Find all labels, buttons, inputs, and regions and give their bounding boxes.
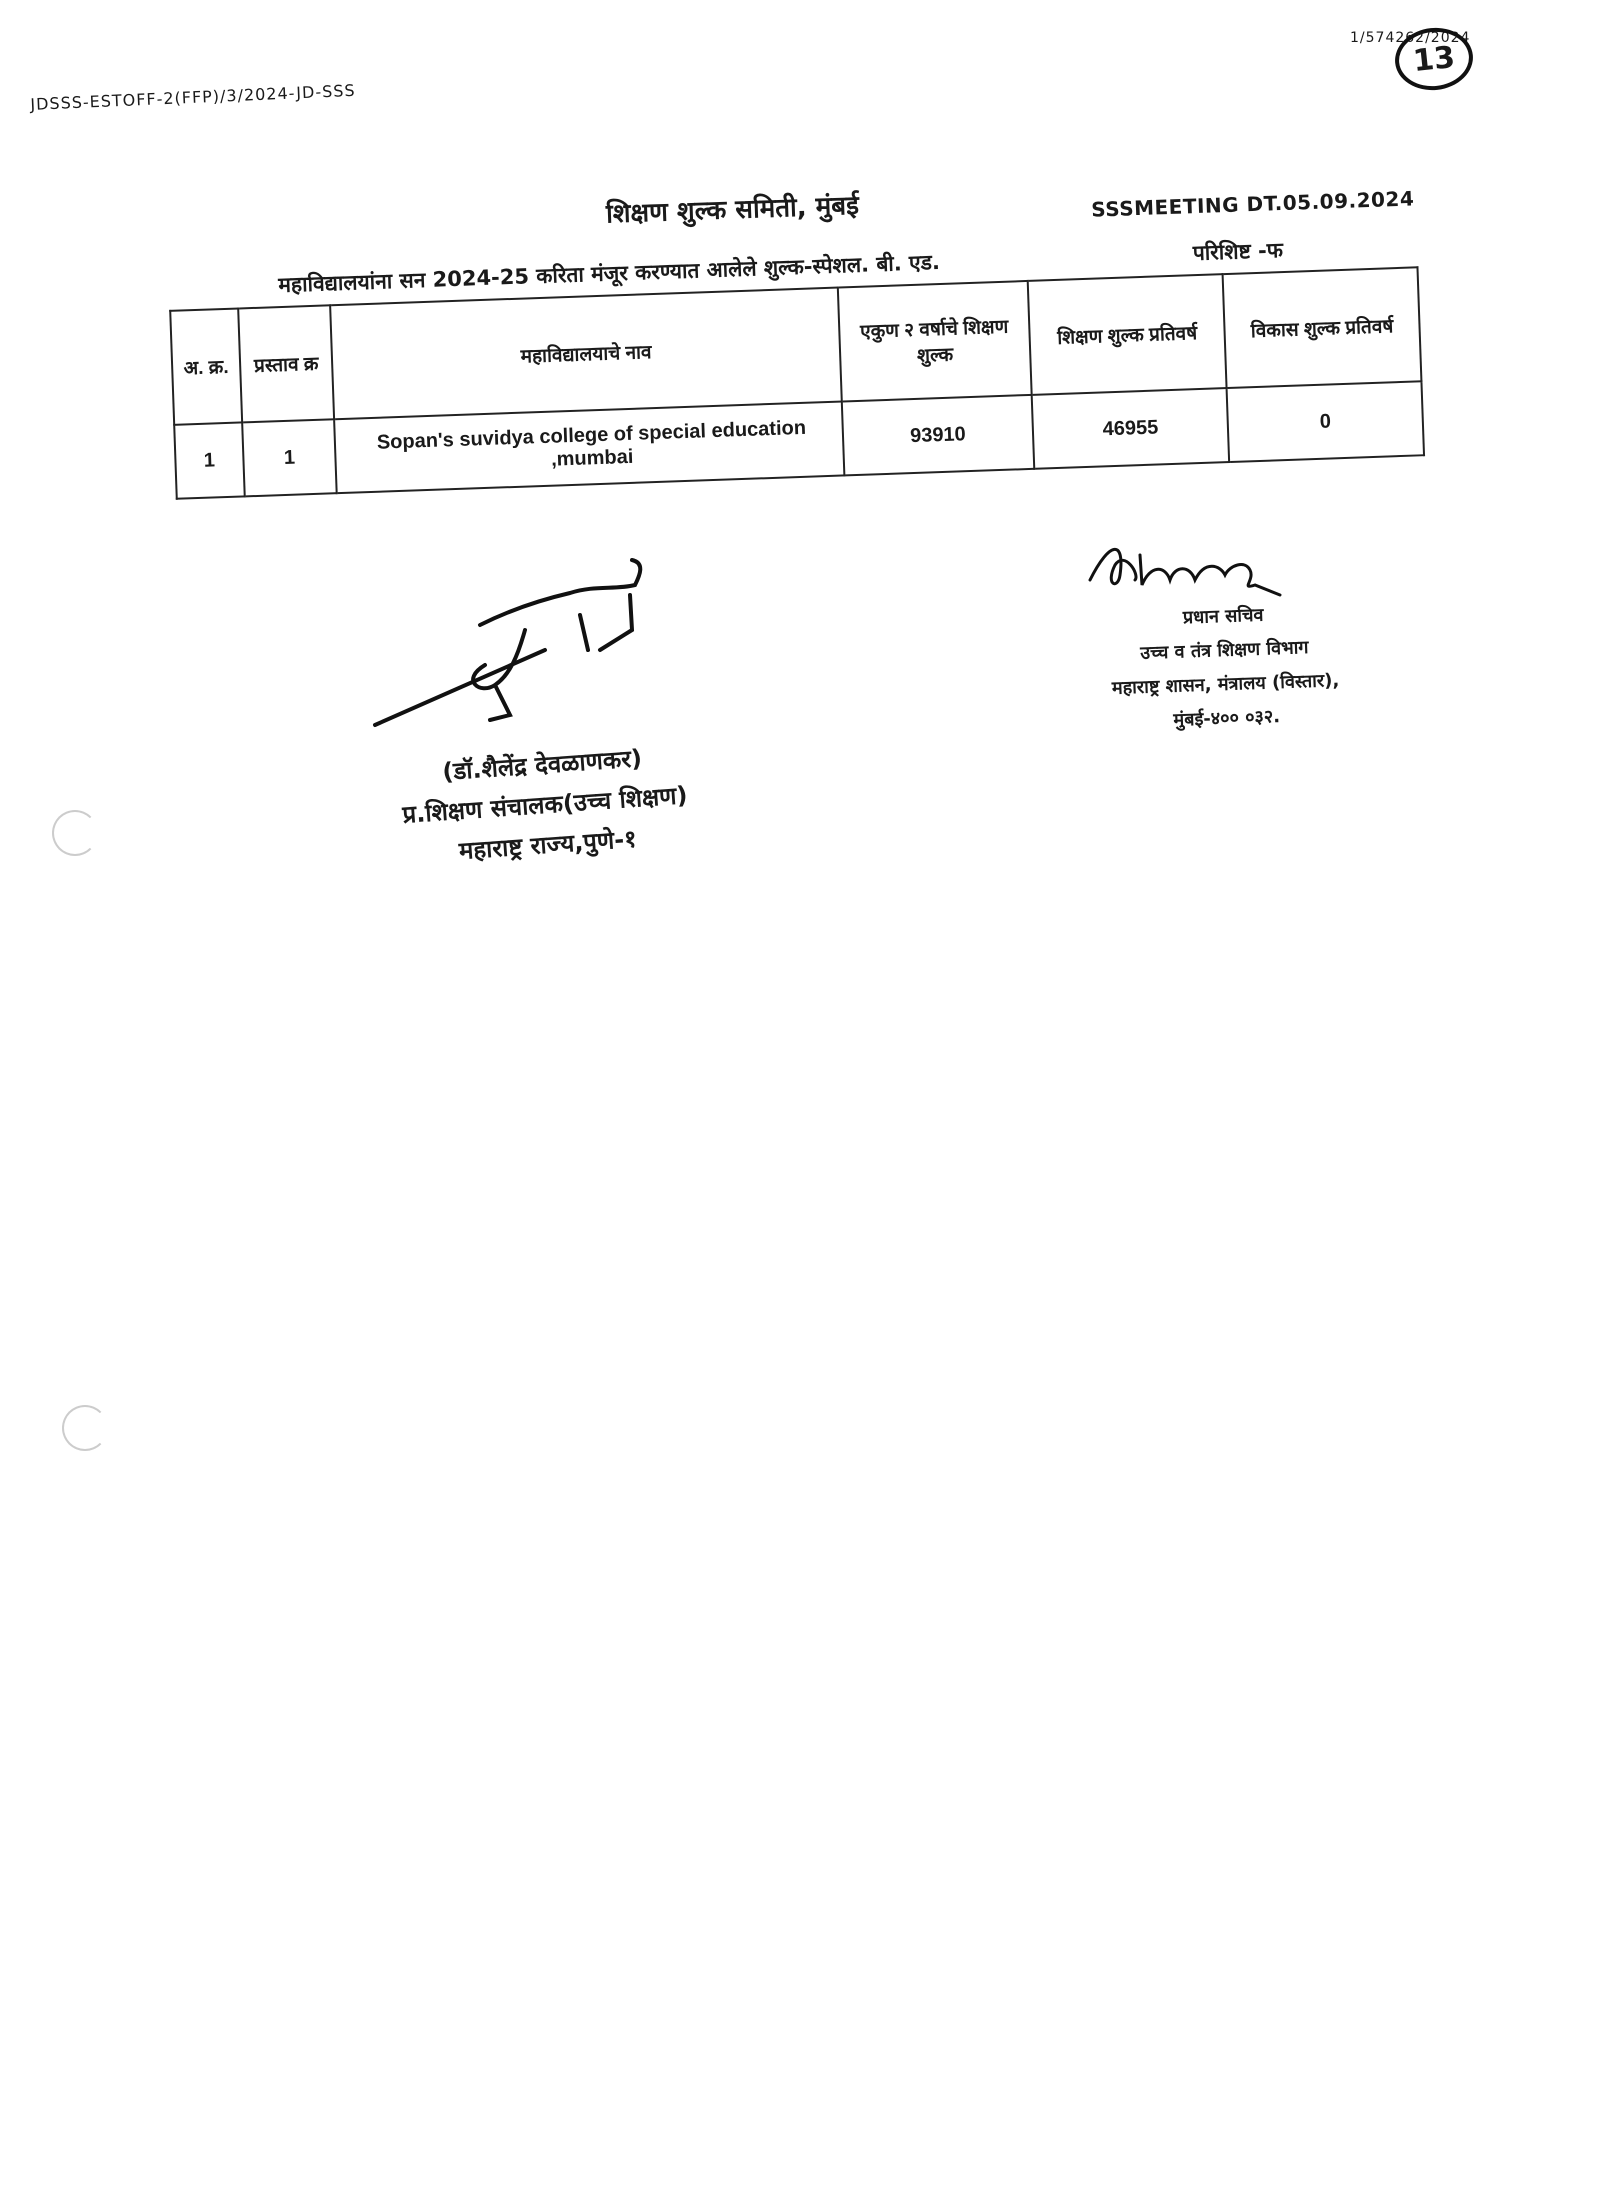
- committee-title: शिक्षण शुल्क समिती, मुंबई: [605, 190, 860, 230]
- principal-secretary-block: [1033, 593, 1418, 742]
- signature-principal-secretary: [1080, 535, 1290, 605]
- punch-hole-bottom: [62, 1405, 108, 1451]
- column-header-serial: अ. क्र.: [170, 309, 242, 425]
- principal-secretary-office: महाराष्ट्र शासन, मंत्रालय (विस्तार),: [1111, 670, 1340, 699]
- column-header-proposal: प्रस्ताव क्र: [238, 305, 335, 422]
- punch-hole-top: [52, 810, 98, 856]
- cell-development-fee: 0: [1227, 381, 1424, 462]
- principal-secretary-designation: प्रधान सचिव: [1182, 604, 1264, 629]
- column-header-college-name: महाविद्यालयाचे नाव: [331, 288, 842, 420]
- file-reference: JDSSS-ESTOFF-2(FFP)/3/2024-JD-SSS: [30, 80, 356, 114]
- principal-secretary-city: मुंबई-४०० ०३२.: [1173, 706, 1281, 731]
- cell-proposal-no: 1: [242, 419, 337, 496]
- cell-serial: 1: [174, 422, 244, 498]
- cell-college-name: Sopan's suvidya college of special education ,mumbai: [335, 402, 845, 494]
- signature-director: [370, 555, 660, 740]
- principal-secretary-department: उच्च व तंत्र शिक्षण विभाग: [1139, 637, 1309, 664]
- column-header-development-fee: विकास शुल्क प्रतिवर्ष: [1223, 267, 1422, 388]
- document-reference-number: 1/574262/2024: [1350, 30, 1471, 46]
- column-header-total-fee: एकुण २ वर्षाचे शिक्षण शुल्क: [838, 281, 1032, 402]
- fee-approval-section: [165, 146, 1424, 472]
- director-designation: प्र.शिक्षण संचालक(उच्च शिक्षण): [401, 781, 689, 829]
- page-number: 13: [1411, 39, 1457, 79]
- cell-total-fee: 93910: [842, 395, 1035, 476]
- director-block: [306, 729, 783, 881]
- meeting-reference: SSSMEETING DT.05.09.2024: [1090, 186, 1415, 222]
- column-header-tuition-fee: शिक्षण शुल्क प्रतिवर्ष: [1028, 274, 1227, 395]
- fee-table: [169, 266, 1425, 500]
- annexure-label: परिशिष्ट -फ: [1192, 238, 1284, 266]
- cell-tuition-fee: 46955: [1032, 388, 1230, 469]
- director-name: (डॉ.शैलेंद्र देवळाणकर): [441, 744, 643, 787]
- director-location: महाराष्ट्र राज्य,पुणे-१: [458, 824, 638, 866]
- table-subtitle: महाविद्यालयांना सन 2024-25 करिता मंजूर करण्यात आलेले शुल्क-स्पेशल. बी. एड.: [277, 250, 941, 298]
